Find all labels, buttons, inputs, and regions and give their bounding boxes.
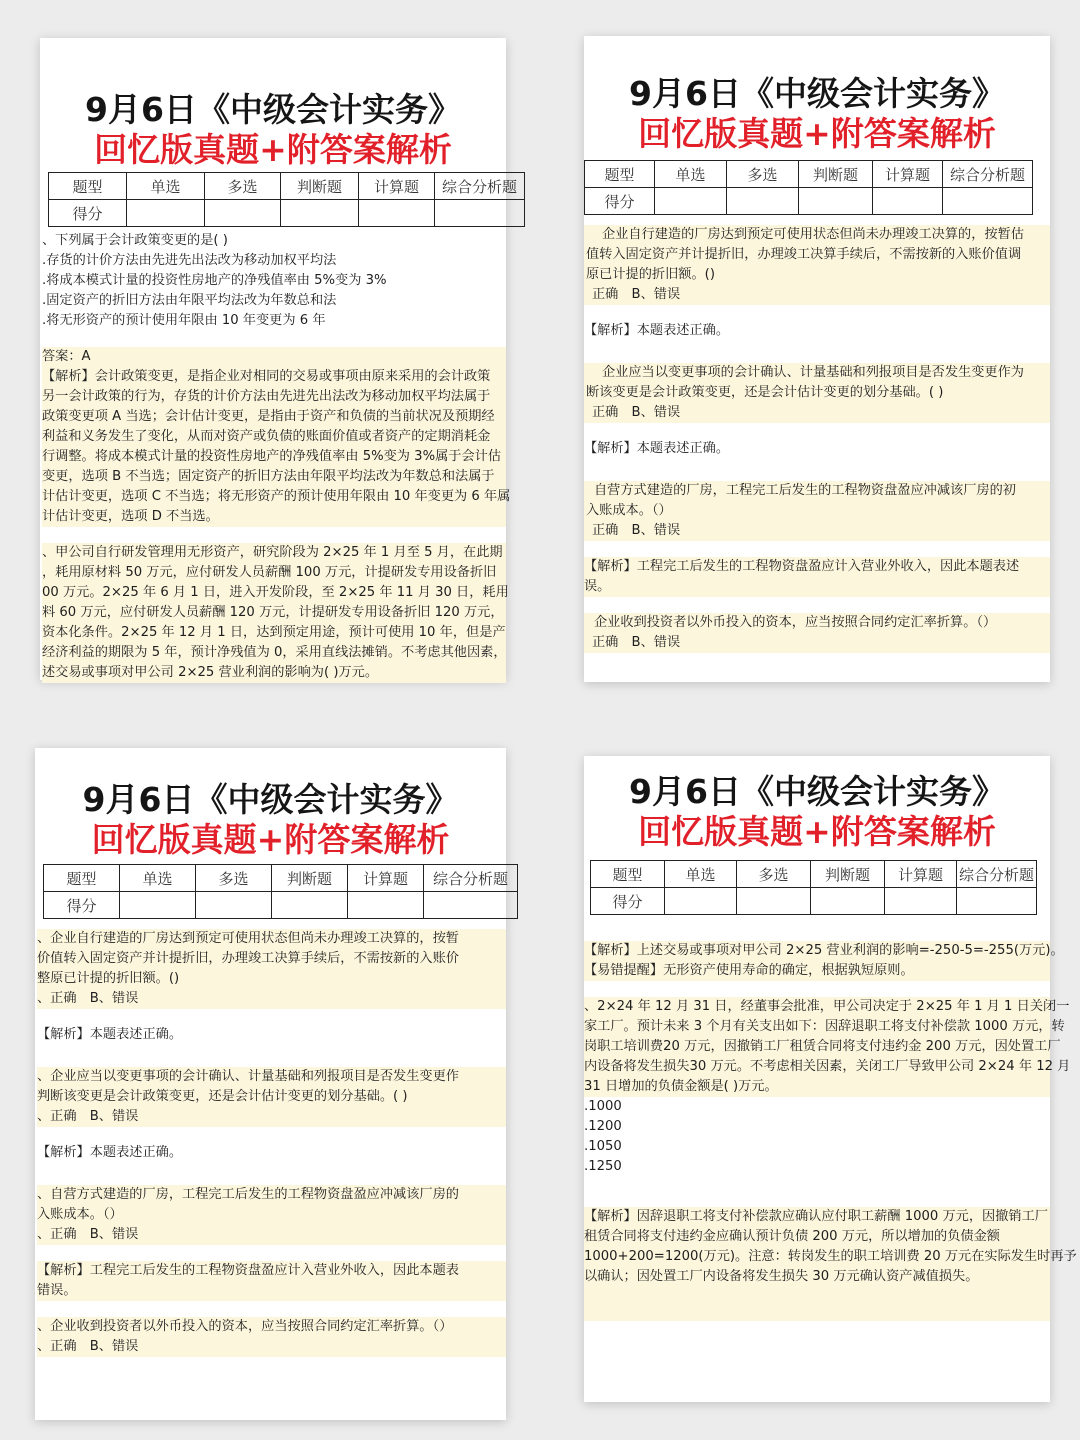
question-line: 00 万元。2×25 年 6 月 1 日，进入开发阶段，至 2×25 年 11 月 30 日，耗用 [42,585,509,600]
analysis-line: 政策变更项 A 当选；会计估计变更，是指由于资产和负债的当前状况及预期经 [42,409,495,424]
score-cell[interactable] [655,188,727,215]
question-line: 、2×24 年 12 月 31 日，经董事会批准，甲公司决定于 2×25 年 1 月 1 日关闭一 [584,999,1070,1014]
analysis-line: 【解析】会计政策变更，是指企业对相同的交易或事项由原来采用的会计政策 [42,369,491,384]
question-line: 料 60 万元，应付研发人员薪酬 120 万元，计提研发专用设备折旧 120 万元， [42,605,504,620]
question-line: 内设备将发生损失30 万元。不考虑相关因素，关闭工厂导致甲公司 2×24 年 12 月 [584,1059,1071,1074]
score-cell[interactable] [665,888,737,915]
score-cell[interactable] [435,200,525,227]
question-stem: 、下列属于会计政策变更的是( ) [42,233,228,248]
table-header: 单选 [665,861,737,888]
score-cell[interactable] [127,200,205,227]
page-subtitle: 回忆版真题+附答案解析 [94,130,452,169]
analysis-line: 行调整。将成本模式计量的投资性房地产的净残值率由 5%变为 3%属于会计估 [42,449,502,464]
question-block [584,481,1050,541]
table-header: 题型 [585,161,655,188]
question-block [37,929,506,1009]
page-bottom-left [35,748,506,1420]
score-table-row [591,888,1037,915]
question-block [584,363,1050,423]
table-header: 综合分析题 [957,861,1037,888]
analysis-line: 计估计变更，选项 C 不当选；将无形资产的预计使用年限由 10 年变更为 6 年属 [42,489,511,504]
table-header: 单选 [127,173,205,200]
question-line: 价值转入固定资产并计提折旧，办理竣工决算手续后，不需按新的入账价 [37,951,459,966]
analysis-line: 【解析】工程完工后发生的工程物资盘盈应计入营业外收入，因此本题表述 [584,559,1020,574]
table-header: 多选 [727,161,799,188]
question-block [42,543,509,683]
score-cell[interactable] [120,892,196,919]
question-line: 岗职工培训费20 万元，因撤销工厂租赁合同将支付违约金 200 万元，因处置工厂 [584,1039,1061,1054]
table-header: 综合分析题 [424,865,518,892]
table-header: 多选 [205,173,281,200]
score-cell[interactable] [873,188,943,215]
score-cell[interactable] [943,188,1033,215]
analysis-line: 变更，选项 B 不当选；固定资产的折旧方法由年限平均法改为年数总和法属于 [42,469,495,484]
question-block [584,997,1071,1097]
score-row-label: 得分 [49,200,127,227]
score-row-label: 得分 [585,188,655,215]
table-header: 多选 [737,861,811,888]
score-cell[interactable] [885,888,957,915]
analysis-block [42,347,511,527]
tip-line: 【易错提醒】无形资产使用寿命的确定，根据孰短原则。 [584,963,914,978]
analysis-block [584,557,1050,597]
question-line: 31 日增加的负债金额是( )万元。 [584,1079,778,1094]
option-a: .存货的计价方法由先进先出法改为移动加权平均法 [42,253,337,268]
analysis-line: 【解析】本题表述正确。 [584,323,730,338]
analysis-line: 租赁合同将支付违约金应确认预计负债 200 万元，所以增加的负债金额 [584,1229,1000,1244]
score-table-header-row [44,865,518,892]
table-header: 判断题 [281,173,359,200]
table-header: 综合分析题 [435,173,525,200]
score-cell[interactable] [957,888,1037,915]
question-block [37,1317,506,1357]
score-table-row [49,200,525,227]
analysis-line: 以确认；因处置工厂内设备将发生损失 30 万元确认资产减值损失。 [584,1269,979,1284]
question-line: 入账成本。（） [586,503,672,518]
table-header: 计算题 [359,173,435,200]
question-block [37,1185,506,1245]
analysis-line: 错误。 [37,1283,77,1298]
table-header: 判断题 [811,861,885,888]
score-cell[interactable] [811,888,885,915]
options-line: 正确 B、错误 [592,287,681,302]
analysis-line: 【解析】本题表述正确。 [37,1027,183,1042]
score-cell[interactable] [727,188,799,215]
score-cell[interactable] [272,892,348,919]
option-a: .1000 [584,1099,622,1114]
content-body [40,231,511,683]
question-line: 、自营方式建造的厂房，工程完工后发生的工程物资盘盈应冲减该厂房的 [37,1187,459,1202]
options-line: 正确 B、错误 [592,405,681,420]
question-line: 企业收到投资者以外币投入的资本，应当按照合同约定汇率折算。（） [594,615,997,630]
score-cell[interactable] [359,200,435,227]
score-table [48,172,525,227]
analysis-line: 【解析】工程完工后发生的工程物资盘盈应计入营业外收入，因此本题表 [37,1263,459,1278]
analysis-line: 1000+200=1200(万元)。注意：转岗发生的职工培训费 20 万元在实际发生时再予 [584,1249,1077,1264]
options-line: 正确 B、错误 [592,523,681,538]
content-body [35,929,506,1357]
score-table-header-row [585,161,1033,188]
question-line: 自营方式建造的厂房，工程完工后发生的工程物资盘盈应冲减该厂房的初 [594,483,1016,498]
question-line: 、甲公司自行研发管理用无形资产，研究阶段为 2×25 年 1 月至 5 月，在此期 [42,545,503,560]
question-line: 、企业收到投资者以外币投入的资本，应当按照合同约定汇率折算。（） [37,1319,453,1334]
score-table-header-row [49,173,525,200]
table-header: 题型 [44,865,120,892]
analysis-line: 利益和义务发生了变化，从而对资产或负债的账面价值或者资产的定期消耗金 [42,429,491,444]
score-table-row [44,892,518,919]
score-table [584,160,1033,215]
question-line: 判断该变更是会计政策变更，还是会计估计变更的划分基础。( ) [37,1089,408,1104]
page-title: 9月6日《中级会计实务》 [82,780,459,819]
question-line: 入账成本。（） [37,1207,123,1222]
page-top-right [584,36,1050,682]
score-row-label: 得分 [44,892,120,919]
question-line: 整原已计提的折旧额。() [37,971,180,986]
table-header: 判断题 [272,865,348,892]
question-block [584,225,1050,305]
content-body [584,941,1077,1321]
analysis-line: 【解析】本题表述正确。 [584,441,730,456]
score-table-header-row [591,861,1037,888]
analysis-line: 计估计变更，选项 D 不当选。 [42,509,219,524]
analysis-line: 【解析】本题表述正确。 [37,1145,183,1160]
score-cell[interactable] [799,188,873,215]
option-c: .固定资产的折旧方法由年限平均法改为年数总和法 [42,293,337,308]
option-d: .1250 [584,1159,622,1174]
page-title: 9月6日《中级会计实务》 [629,772,1005,811]
table-header: 计算题 [348,865,424,892]
table-header: 单选 [655,161,727,188]
page-title: 9月6日《中级会计实务》 [85,90,461,129]
answer-label: 答案：A [42,349,91,364]
question-block [37,1067,506,1127]
score-cell[interactable] [196,892,272,919]
score-cell[interactable] [424,892,518,919]
table-header: 单选 [120,865,196,892]
question-line: 原已计提的折旧额。() [586,267,715,282]
option-d: .将无形资产的预计使用年限由 10 年变更为 6 年 [42,313,326,328]
score-table [43,864,518,919]
content-body [584,225,1050,653]
score-table-row [585,188,1033,215]
options-line: 正确 B、错误 [592,635,681,650]
table-header: 题型 [591,861,665,888]
options-line: 、正确 B、错误 [37,991,139,1006]
question-line: 企业自行建造的厂房达到预定可使用状态但尚未办理竣工决算的，按暂估 [602,227,1024,242]
page-bottom-right [584,756,1077,1402]
analysis-line: 【解析】上述交易或事项对甲公司 2×25 营业利润的影响=-250-5=-255(万元)。 [584,943,1064,958]
table-header: 计算题 [885,861,957,888]
options-line: 、正确 B、错误 [37,1109,139,1124]
question-line: 值转入固定资产并计提折旧，办理竣工决算手续后，不需按新的入账价值调 [586,247,1022,262]
question-line: 企业应当以变更事项的会计确认、计量基础和列报项目是否发生变更作为 [602,365,1024,380]
page-subtitle: 回忆版真题+附答案解析 [638,114,996,153]
analysis-line: 另一会计政策的行为，存货的计价方法由先进先出法改为移动加权平均法属于 [42,389,491,404]
table-header: 判断题 [799,161,873,188]
score-cell[interactable] [348,892,424,919]
question-line: 断该变更是会计政策变更，还是会计估计变更的划分基础。( ) [586,385,944,400]
options-line: 、正确 B、错误 [37,1227,139,1242]
score-cell[interactable] [737,888,811,915]
page-title: 9月6日《中级会计实务》 [629,74,1005,113]
analysis-line: 误。 [584,579,611,594]
question-line: 经济利益的期限为 5 年，预计净残值为 0，采用直线法摊销。不考虑其他因素， [42,645,507,660]
question-line: ，耗用原材料 50 万元，应付研发人员薪酬 100 万元，计提研发专用设备折旧 [42,565,497,580]
question-block [584,613,1050,653]
question-line: 、企业应当以变更事项的会计确认、计量基础和列报项目是否发生变更作 [37,1069,459,1084]
option-c: .1050 [584,1139,622,1154]
page-subtitle: 回忆版真题+附答案解析 [91,820,450,859]
page-subtitle: 回忆版真题+附答案解析 [638,812,996,851]
analysis-block [37,1261,506,1301]
score-table [590,860,1037,915]
analysis-line: 【解析】因辞退职工将支付补偿款应确认应付职工薪酬 1000 万元，因撤销工厂 [584,1209,1048,1224]
table-header: 多选 [196,865,272,892]
question-line: 、企业自行建造的厂房达到预定可使用状态但尚未办理竣工决算的，按暂 [37,931,459,946]
table-header: 题型 [49,173,127,200]
question-line: 资本化条件。2×25 年 12 月 1 日，达到预定用途，预计可使用 10 年，但是产 [42,625,506,640]
analysis-block [584,1207,1077,1321]
question-line: 家工厂。预计未来 3 个月有关支出如下：因辞退职工将支付补偿款 1000 万元，转 [584,1019,1065,1034]
score-cell[interactable] [281,200,359,227]
score-cell[interactable] [205,200,281,227]
option-b: .将成本模式计量的投资性房地产的净残值率由 5%变为 3% [42,273,387,288]
score-row-label: 得分 [591,888,665,915]
analysis-block [584,941,1064,981]
page-top-left [40,38,517,680]
table-header: 综合分析题 [943,161,1033,188]
options-line: 、正确 B、错误 [37,1339,139,1354]
question-line: 述交易或事项对甲公司 2×25 营业利润的影响为( )万元。 [42,665,379,680]
table-header: 计算题 [873,161,943,188]
option-b: .1200 [584,1119,622,1134]
